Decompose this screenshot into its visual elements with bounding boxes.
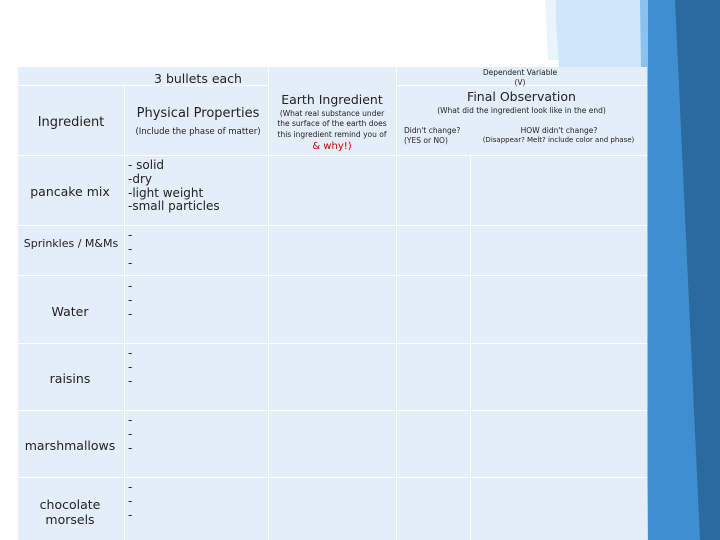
row-bullets-marshmallows: - - - — [128, 413, 133, 455]
row-bullets-chocolate-morsels: - - - — [128, 480, 133, 522]
final-observation-header: Final Observation — [467, 89, 576, 104]
row-ingredient-water: Water — [51, 304, 89, 319]
row-bullets-pancake-mix: - solid -dry -light weight -small particles — [128, 158, 220, 214]
grid-line — [18, 343, 647, 344]
physical-properties-header: Physical Properties — [136, 106, 260, 121]
earth-subheader-line2: the surface of the earth does — [277, 119, 387, 128]
dependent-variable-symbol: (V) — [514, 78, 526, 87]
changed-header-line2: (YES or NO) — [404, 136, 448, 145]
row-bullets-water: - - - — [128, 279, 133, 321]
earth-subheader-line3: this ingredient remind you of — [277, 130, 387, 139]
ingredient-header: Ingredient — [37, 115, 105, 130]
grid-line — [18, 155, 647, 156]
how-changed-header-line1: HOW didn't change? — [520, 126, 598, 135]
earth-subheader-line1: (What real substance under — [279, 109, 385, 118]
row-ingredient-chocolate-morsels: chocolate morsels — [39, 497, 101, 527]
row-bullets-sprinkles: - - - — [128, 228, 133, 270]
row-ingredient-marshmallows: marshmallows — [24, 438, 116, 453]
earth-why-note: & why!) — [312, 141, 352, 152]
how-changed-header-line2: (Disappear? Melt? include color and phase) — [482, 136, 635, 144]
earth-ingredient-header: Earth Ingredient — [281, 92, 383, 107]
row-ingredient-raisins: raisins — [49, 371, 91, 386]
dependent-variable-label: Dependent Variable — [482, 68, 558, 77]
physical-properties-subheader: (Include the phase of matter) — [135, 127, 261, 137]
grid-line — [18, 410, 647, 411]
row-ingredient-sprinkles: Sprinkles / M&Ms — [23, 237, 119, 250]
grid-line — [18, 477, 647, 478]
row-bullets-raisins: - - - — [128, 346, 133, 388]
grid-line — [124, 85, 125, 540]
final-observation-subheader: (What did the ingredient look like in the end) — [437, 106, 606, 115]
row-ingredient-pancake-mix: pancake mix — [30, 184, 110, 199]
changed-header-line1: Didn't change? — [404, 126, 461, 135]
grid-line — [396, 67, 397, 540]
grid-line — [470, 155, 471, 540]
grid-line — [18, 275, 647, 276]
grid-line — [18, 225, 647, 226]
bullets-note: 3 bullets each — [154, 71, 242, 86]
